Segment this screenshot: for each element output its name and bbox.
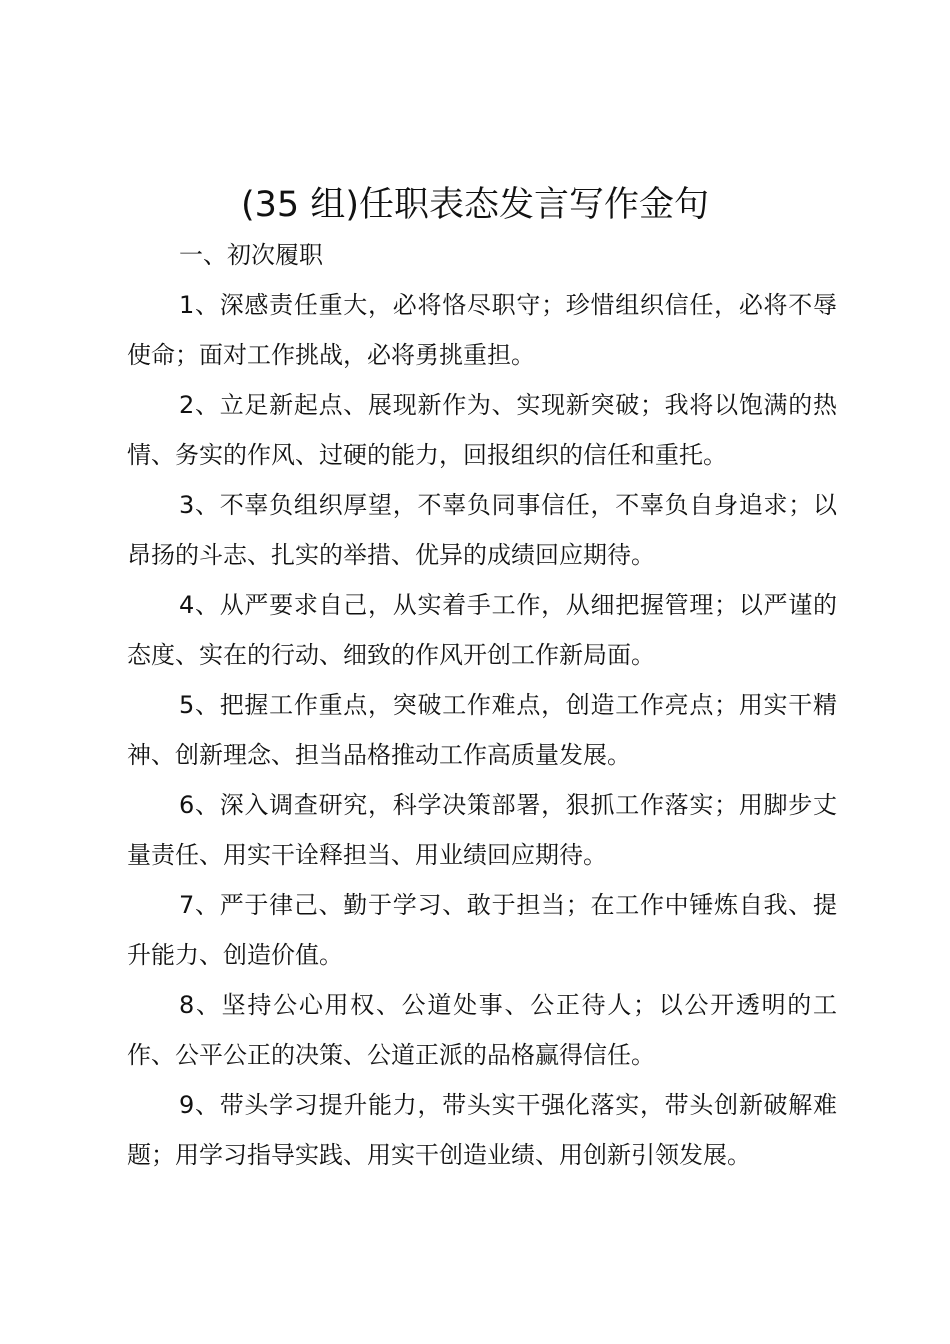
list-item: 6、深入调查研究，科学决策部署，狠抓工作落实；用脚步丈量责任、用实干诠释担当、用业绩回应期待。: [127, 791, 837, 869]
list-item: 5、把握工作重点，突破工作难点，创造工作亮点；用实干精神、创新理念、担当品格推动工作高质量发展。: [127, 691, 837, 769]
list-item: 1、深感责任重大，必将恪尽职守；珍惜组织信任，必将不辱使命；面对工作挑战，必将勇挑重担。: [127, 291, 837, 369]
list-item: 3、不辜负组织厚望，不辜负同事信任，不辜负自身追求；以昂扬的斗志、扎实的举措、优异的成绩回应期待。: [127, 491, 837, 569]
section-heading: 一、初次履职: [179, 241, 323, 269]
document-title: (35 组)任职表态发言写作金句: [241, 185, 709, 225]
list-item: 9、带头学习提升能力，带头实干强化落实，带头创新破解难题；用学习指导实践、用实干创造业绩、用创新引领发展。: [127, 1091, 837, 1169]
list-item: 2、立足新起点、展现新作为、实现新突破；我将以饱满的热情、务实的作风、过硬的能力，回报组织的信任和重托。: [127, 391, 837, 469]
list-item: 8、坚持公心用权、公道处事、公正待人；以公开透明的工作、公平公正的决策、公道正派的品格赢得信任。: [127, 991, 837, 1069]
list-item: 4、从严要求自己，从实着手工作，从细把握管理；以严谨的态度、实在的行动、细致的作风开创工作新局面。: [127, 591, 837, 669]
document-body: [127, 230, 837, 1180]
list-item: 7、严于律己、勤于学习、敢于担当；在工作中锤炼自我、提升能力、创造价值。: [127, 891, 837, 969]
